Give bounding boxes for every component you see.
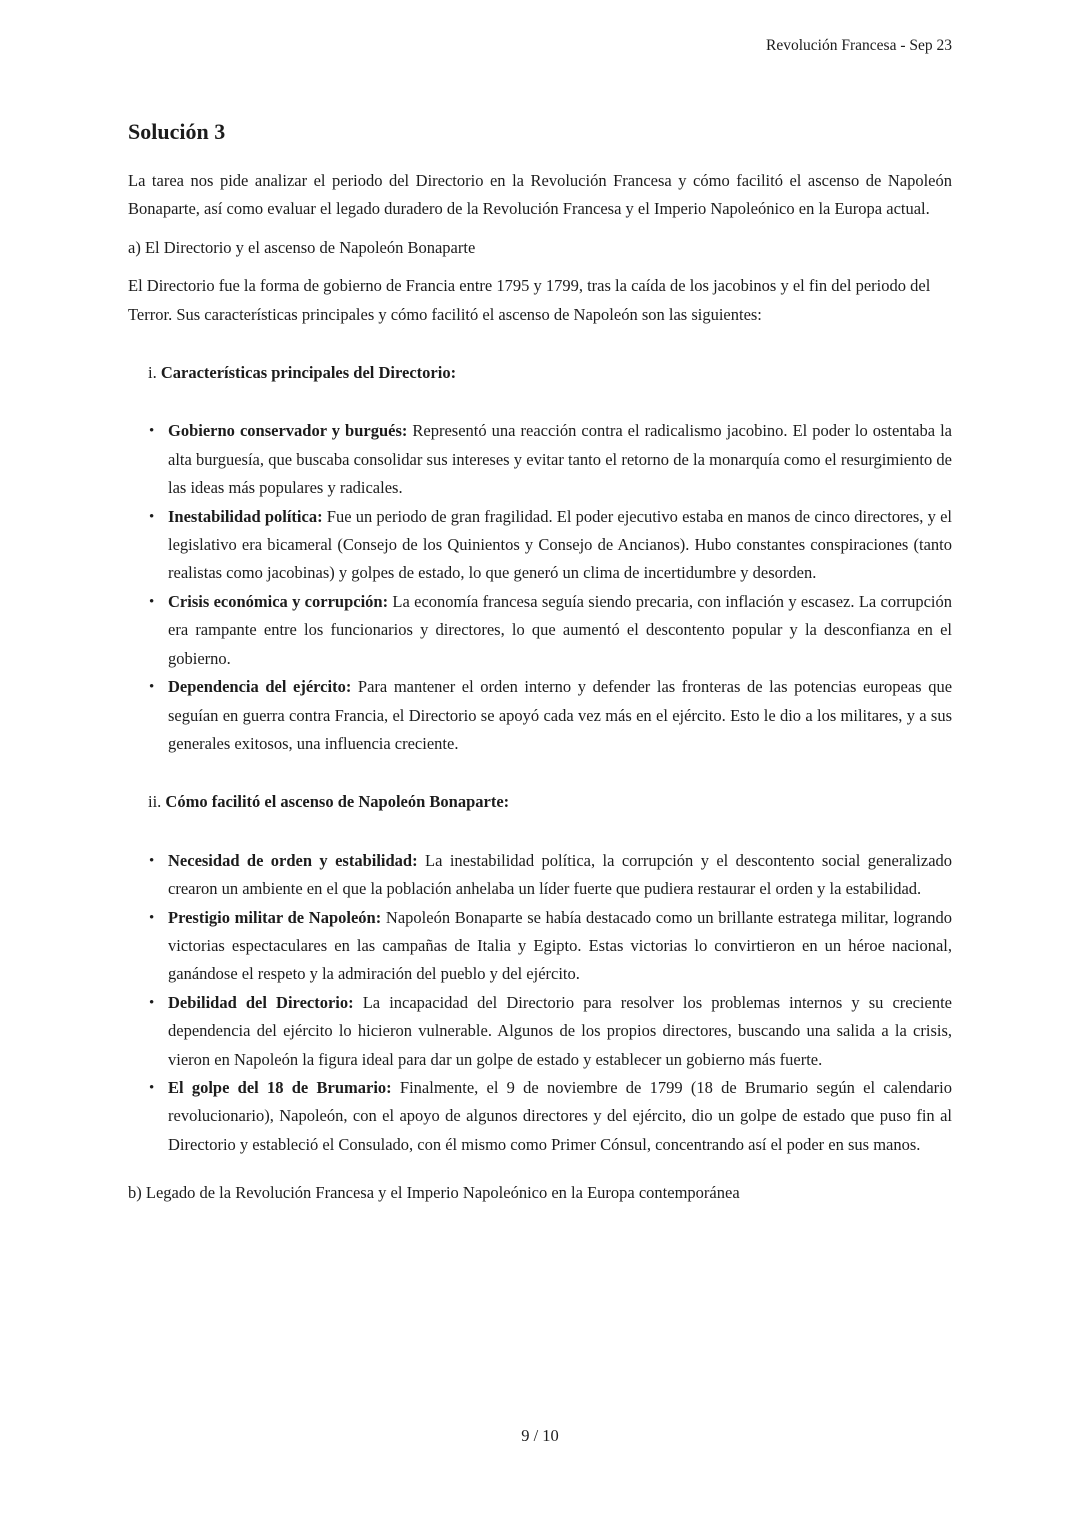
list-item-text: La incapacidad del Directorio para resolver los problemas internos y su creciente dependencia del ejército lo hicieron vulnerable. Algunos de los propios directores, buscando una salida a la crisis, vieron en Napoleón la figura ideal para dar un golpe de estado y establecer un gobierno más fuerte. (168, 992, 952, 1069)
list-item-term: Prestigio militar de Napoleón: (168, 907, 382, 927)
list-item (128, 503, 952, 588)
list-item-text: Para mantener el orden interno y defender las fronteras de las potencias europeas que seguían en guerra contra Francia, el Directorio se apoyó cada vez más en el ejército. Esto le dio a los militares, y a sus generales exitosos, una influencia creciente. (168, 677, 953, 753)
bullet-icon: • (149, 909, 155, 926)
list-item-text: Fue un periodo de gran fragilidad. El poder ejecutivo estaba en manos de cinco directores, y el legislativo era bicameral (Consejo de los Quinientos y Consejo de Ancianos). Hubo constantes conspiraciones (tanto realistas como jacobinas) y golpes de estado, lo que generó un clima de incertidumbre y desorden. (168, 506, 952, 583)
section-a-heading: a) El Directorio y el ascenso de Napoleón Bonaparte (128, 237, 476, 257)
list-i-heading (128, 359, 952, 387)
list-item-term: El golpe del 18 de Brumario: (168, 1077, 392, 1097)
bullet-icon: • (149, 593, 155, 610)
list-ii (128, 847, 952, 1159)
bullet-icon: • (149, 852, 155, 869)
bullet-icon: • (149, 994, 155, 1011)
list-ii-heading-text: Cómo facilitó el ascenso de Napoleón Bonaparte: (165, 792, 510, 812)
list-item (128, 588, 952, 673)
list-item-term: Inestabilidad política: (168, 506, 323, 526)
list-item-text: Napoleón Bonaparte se había destacado como un brillante estratega militar, logrando victorias espectaculares en las campañas de Italia y Egipto. Estas victorias lo convirtieron en un héroe nacional, ganándose el respeto y la admiración del pueblo y del ejército. (168, 907, 953, 984)
bullet-icon: • (149, 508, 155, 525)
list-item-term: Debilidad del Directorio: (168, 992, 354, 1012)
list-ii-heading (128, 788, 952, 816)
list-item-term: Necesidad de orden y estabilidad: (168, 850, 418, 870)
list-item-term: Dependencia del ejército: (168, 677, 352, 697)
list-item (128, 673, 952, 758)
running-header: Revolución Francesa - Sep 23 (766, 37, 952, 54)
list-item (128, 1074, 952, 1159)
list-i (128, 417, 952, 758)
list-item (128, 989, 952, 1074)
list-item (128, 417, 952, 502)
list-i-heading-text: Características principales del Directorio: (160, 363, 457, 383)
page-title: Solución 3 (128, 119, 226, 144)
list-item (128, 847, 952, 904)
section-b-heading: b) Legado de la Revolución Francesa y el Imperio Napoleónico en la Europa contemporánea (128, 1183, 740, 1203)
intro-paragraph: La tarea nos pide analizar el periodo del Directorio en la Revolución Francesa y cómo facilitó el ascenso de Napoleón Bonaparte, así como evaluar el legado duradero de la Revolución Francesa y el Imperio Napoleónico en la Europa actual. (128, 171, 952, 219)
list-item-term: Gobierno conservador y burgués: (168, 421, 408, 441)
bullet-icon: • (149, 679, 155, 696)
bullet-icon: • (149, 423, 155, 440)
list-i-marker: i. (148, 363, 157, 383)
list-item-text: La inestabilidad política, la corrupción y el descontento social generalizado crearon un ambiente en el que la población anhelaba un líder fuerte que pudiera restaurar el orden y la estabilidad. (168, 850, 953, 899)
list-item-term: Crisis económica y corrupción: (168, 591, 389, 611)
list-item-text: Representó una reacción contra el radicalismo jacobino. El poder lo ostentaba la alta burguesía, que buscaba consolidar sus intereses y evitar tanto el retorno de la monarquía como el resurgimiento de las ideas más populares y radicales. (168, 421, 952, 498)
section-a-intro-paragraph: El Directorio fue la forma de gobierno de Francia entre 1795 y 1799, tras la caída de los jacobinos y el fin del periodo del Terror. Sus características principales y cómo facilitó el ascenso de Napoleón son las siguientes: (128, 276, 931, 324)
list-item-text: Finalmente, el 9 de noviembre de 1799 (18 de Brumario según el calendario revolucionario), Napoleón, con el apoyo de algunos directores y del ejército, dio un golpe de estado que puso fin al Directorio y estableció el Consulado, con él mismo como Primer Cónsul, concentrando así el poder en sus manos. (168, 1077, 953, 1154)
page-number: 9 / 10 (521, 1426, 559, 1445)
bullet-icon: • (149, 1079, 155, 1096)
list-item (128, 904, 952, 989)
list-item-text: La economía francesa seguía siendo precaria, con inflación y escasez. La corrupción era rampante entre los funcionarios y directores, lo que aumentó el descontento popular y la desconfianza en el gobierno. (168, 591, 952, 668)
list-ii-marker: ii. (148, 792, 162, 812)
